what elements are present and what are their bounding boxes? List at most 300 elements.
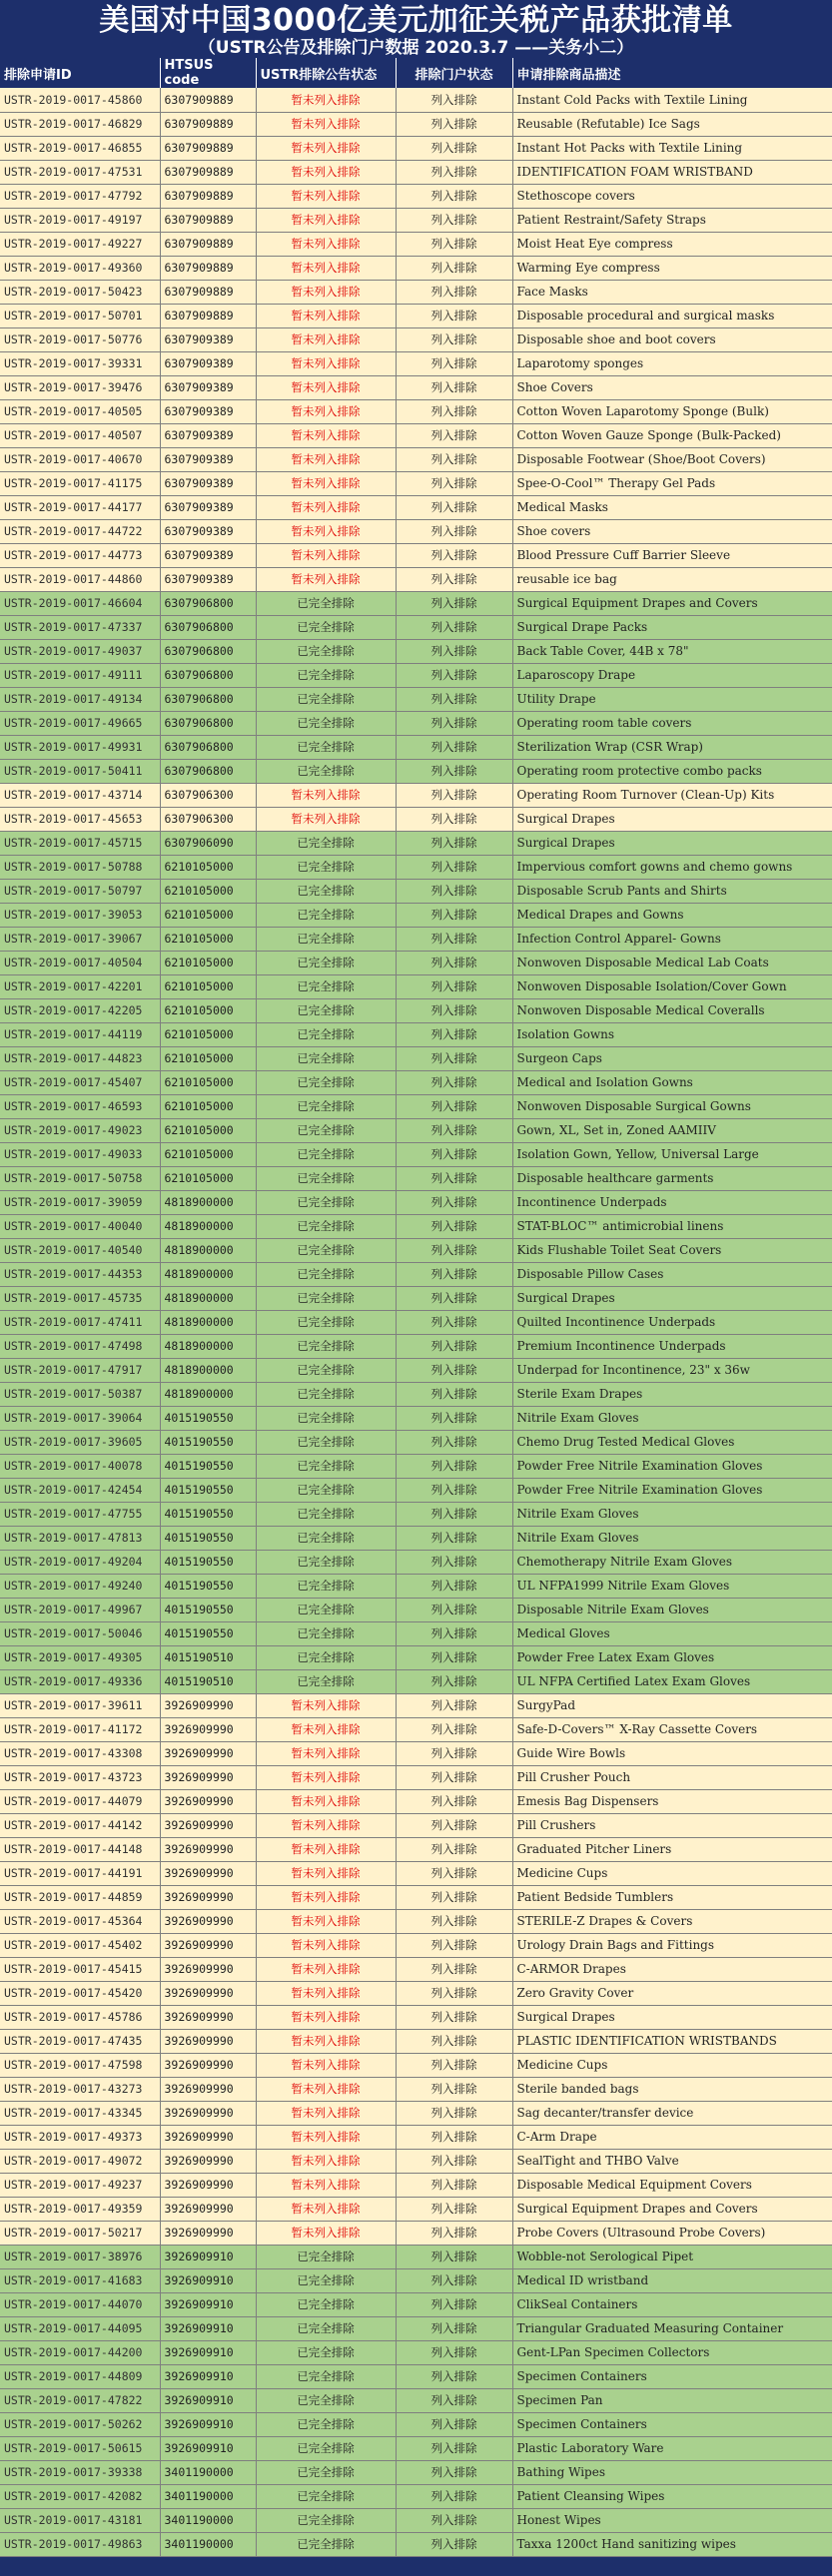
cell-exclusion-id: USTR-2019-0017-39611 <box>0 1693 160 1717</box>
cell-description: Surgical Drape Packs <box>512 615 832 639</box>
cell-ustr-status: 已完全排除 <box>256 1286 396 1310</box>
cell-exclusion-id: USTR-2019-0017-50758 <box>0 1166 160 1190</box>
cell-exclusion-id: USTR-2019-0017-46829 <box>0 112 160 136</box>
cell-exclusion-id: USTR-2019-0017-44119 <box>0 1022 160 1046</box>
cell-htsus-code: 6210105000 <box>160 1142 256 1166</box>
cell-description: Gown, XL, Set in, Zoned AAMIIV <box>512 1118 832 1142</box>
table-row <box>0 1502 832 1526</box>
cell-htsus-code: 6307906800 <box>160 591 256 615</box>
cell-description: Isolation Gowns <box>512 1022 832 1046</box>
cell-ustr-status: 暂未列入排除 <box>256 807 396 831</box>
cell-exclusion-id: USTR-2019-0017-50797 <box>0 879 160 903</box>
cell-exclusion-id: USTR-2019-0017-39053 <box>0 903 160 927</box>
cell-htsus-code: 3926909990 <box>160 1837 256 1861</box>
cell-description: Impervious comfort gowns and chemo gowns <box>512 855 832 879</box>
cell-ustr-status: 已完全排除 <box>256 998 396 1022</box>
cell-description: Safe-D-Covers™ X-Ray Cassette Covers <box>512 1717 832 1741</box>
cell-exclusion-id: USTR-2019-0017-49197 <box>0 208 160 232</box>
cell-description: Incontinence Underpads <box>512 1190 832 1214</box>
cell-htsus-code: 4015190550 <box>160 1598 256 1621</box>
table-row <box>0 2388 832 2412</box>
cell-description: reusable ice bag <box>512 567 832 591</box>
cell-exclusion-id: USTR-2019-0017-39476 <box>0 375 160 399</box>
cell-exclusion-id: USTR-2019-0017-47498 <box>0 1334 160 1358</box>
table-row <box>0 1334 832 1358</box>
cell-portal-status: 列入排除 <box>396 1981 512 2005</box>
cell-portal-status: 列入排除 <box>396 1574 512 1598</box>
cell-ustr-status: 暂未列入排除 <box>256 2197 396 2221</box>
cell-exclusion-id: USTR-2019-0017-49931 <box>0 735 160 759</box>
cell-htsus-code: 6307909389 <box>160 399 256 423</box>
cell-exclusion-id: USTR-2019-0017-49336 <box>0 1669 160 1693</box>
cell-portal-status: 列入排除 <box>396 2484 512 2508</box>
cell-htsus-code: 6307906800 <box>160 615 256 639</box>
cell-htsus-code: 3926909990 <box>160 2053 256 2077</box>
cell-exclusion-id: USTR-2019-0017-45402 <box>0 1933 160 1957</box>
table-row <box>0 2412 832 2436</box>
table-row <box>0 2364 832 2388</box>
cell-description: Laparotomy sponges <box>512 351 832 375</box>
cell-ustr-status: 暂未列入排除 <box>256 1837 396 1861</box>
cell-htsus-code: 6307906300 <box>160 783 256 807</box>
cell-description: Surgical Equipment Drapes and Covers <box>512 591 832 615</box>
cell-htsus-code: 6210105000 <box>160 927 256 951</box>
cell-ustr-status: 已完全排除 <box>256 2436 396 2460</box>
cell-description: Nitrile Exam Gloves <box>512 1526 832 1550</box>
cell-htsus-code: 6307906800 <box>160 639 256 663</box>
table-row <box>0 160 832 184</box>
cell-portal-status: 列入排除 <box>396 2292 512 2316</box>
table-row <box>0 2173 832 2197</box>
table-row <box>0 447 832 471</box>
cell-htsus-code: 6307909389 <box>160 543 256 567</box>
cell-portal-status: 列入排除 <box>396 2197 512 2221</box>
cell-htsus-code: 6307909889 <box>160 280 256 304</box>
cell-description: Moist Heat Eye compress <box>512 232 832 256</box>
cell-ustr-status: 暂未列入排除 <box>256 519 396 543</box>
cell-exclusion-id: USTR-2019-0017-39331 <box>0 351 160 375</box>
cell-exclusion-id: USTR-2019-0017-50776 <box>0 327 160 351</box>
cell-portal-status: 列入排除 <box>396 1909 512 1933</box>
cell-htsus-code: 6307909389 <box>160 447 256 471</box>
cell-portal-status: 列入排除 <box>396 1885 512 1909</box>
cell-portal-status: 列入排除 <box>396 160 512 184</box>
cell-description: Pill Crusher Pouch <box>512 1765 832 1789</box>
table-row <box>0 1526 832 1550</box>
table-row <box>0 2508 832 2532</box>
cell-exclusion-id: USTR-2019-0017-49237 <box>0 2173 160 2197</box>
cell-htsus-code: 6307909389 <box>160 351 256 375</box>
cell-htsus-code: 3926909990 <box>160 2029 256 2053</box>
cell-ustr-status: 暂未列入排除 <box>256 112 396 136</box>
cell-htsus-code: 4818900000 <box>160 1262 256 1286</box>
cell-portal-status: 列入排除 <box>396 639 512 663</box>
cell-description: Sterile banded bags <box>512 2077 832 2101</box>
cell-exclusion-id: USTR-2019-0017-46855 <box>0 136 160 160</box>
cell-ustr-status: 已完全排除 <box>256 1334 396 1358</box>
cell-description: Chemo Drug Tested Medical Gloves <box>512 1430 832 1454</box>
cell-portal-status: 列入排除 <box>396 1957 512 1981</box>
cell-htsus-code: 6210105000 <box>160 998 256 1022</box>
table-row <box>0 663 832 687</box>
cell-htsus-code: 6307909389 <box>160 423 256 447</box>
cell-portal-status: 列入排除 <box>396 951 512 974</box>
cell-htsus-code: 4818900000 <box>160 1286 256 1310</box>
cell-htsus-code: 6307906800 <box>160 687 256 711</box>
cell-exclusion-id: USTR-2019-0017-44722 <box>0 519 160 543</box>
cell-portal-status: 列入排除 <box>396 136 512 160</box>
table-row <box>0 112 832 136</box>
cell-portal-status: 列入排除 <box>396 2149 512 2173</box>
column-header-id: 排除申请ID <box>0 58 160 88</box>
cell-ustr-status: 暂未列入排除 <box>256 375 396 399</box>
cell-exclusion-id: USTR-2019-0017-40078 <box>0 1454 160 1478</box>
cell-portal-status: 列入排除 <box>396 543 512 567</box>
cell-description: Surgical Drapes <box>512 807 832 831</box>
cell-ustr-status: 已完全排除 <box>256 1022 396 1046</box>
cell-portal-status: 列入排除 <box>396 591 512 615</box>
table-row <box>0 1118 832 1142</box>
cell-exclusion-id: USTR-2019-0017-49227 <box>0 232 160 256</box>
cell-description: Stethoscope covers <box>512 184 832 208</box>
cell-portal-status: 列入排除 <box>396 1454 512 1478</box>
cell-description: Disposable Footwear (Shoe/Boot Covers) <box>512 447 832 471</box>
cell-htsus-code: 6307909889 <box>160 232 256 256</box>
cell-exclusion-id: USTR-2019-0017-49240 <box>0 1574 160 1598</box>
cell-description: Nonwoven Disposable Isolation/Cover Gown <box>512 974 832 998</box>
cell-ustr-status: 暂未列入排除 <box>256 1909 396 1933</box>
table-row <box>0 280 832 304</box>
table-row <box>0 208 832 232</box>
table-row <box>0 1550 832 1574</box>
cell-exclusion-id: USTR-2019-0017-44823 <box>0 1046 160 1070</box>
cell-exclusion-id: USTR-2019-0017-38976 <box>0 2245 160 2268</box>
cell-exclusion-id: USTR-2019-0017-44859 <box>0 1885 160 1909</box>
cell-description: Operating room protective combo packs <box>512 759 832 783</box>
cell-description: Triangular Graduated Measuring Container <box>512 2316 832 2340</box>
table-row <box>0 399 832 423</box>
cell-portal-status: 列入排除 <box>396 2316 512 2340</box>
cell-ustr-status: 已完全排除 <box>256 831 396 855</box>
cell-ustr-status: 已完全排除 <box>256 1669 396 1693</box>
cell-exclusion-id: USTR-2019-0017-45364 <box>0 1909 160 1933</box>
cell-ustr-status: 暂未列入排除 <box>256 471 396 495</box>
cell-portal-status: 列入排除 <box>396 423 512 447</box>
cell-description: Bathing Wipes <box>512 2460 832 2484</box>
cell-ustr-status: 暂未列入排除 <box>256 160 396 184</box>
table-row <box>0 1478 832 1502</box>
cell-htsus-code: 3926909990 <box>160 2173 256 2197</box>
table-row <box>0 1957 832 1981</box>
cell-description: SurgyPad <box>512 1693 832 1717</box>
cell-description: Specimen Pan <box>512 2388 832 2412</box>
table-row <box>0 543 832 567</box>
cell-description: Medicine Cups <box>512 2053 832 2077</box>
cell-exclusion-id: USTR-2019-0017-44809 <box>0 2364 160 2388</box>
table-row <box>0 783 832 807</box>
cell-htsus-code: 6307906800 <box>160 759 256 783</box>
cell-htsus-code: 3926909990 <box>160 2005 256 2029</box>
cell-description: Honest Wipes <box>512 2508 832 2532</box>
cell-portal-status: 列入排除 <box>396 1789 512 1813</box>
cell-portal-status: 列入排除 <box>396 2173 512 2197</box>
table-row <box>0 1430 832 1454</box>
cell-ustr-status: 已完全排除 <box>256 2484 396 2508</box>
table-row <box>0 1382 832 1406</box>
table-row <box>0 2484 832 2508</box>
cell-exclusion-id: USTR-2019-0017-45415 <box>0 1957 160 1981</box>
cell-portal-status: 列入排除 <box>396 687 512 711</box>
cell-exclusion-id: USTR-2019-0017-42454 <box>0 1478 160 1502</box>
cell-htsus-code: 3926909990 <box>160 2221 256 2245</box>
cell-exclusion-id: USTR-2019-0017-44177 <box>0 495 160 519</box>
cell-ustr-status: 暂未列入排除 <box>256 1813 396 1837</box>
table-row <box>0 351 832 375</box>
cell-description: Medical Drapes and Gowns <box>512 903 832 927</box>
cell-exclusion-id: USTR-2019-0017-40540 <box>0 1238 160 1262</box>
table-row <box>0 2005 832 2029</box>
cell-ustr-status: 已完全排除 <box>256 2364 396 2388</box>
cell-htsus-code: 6307906090 <box>160 831 256 855</box>
table-row <box>0 327 832 351</box>
cell-ustr-status: 暂未列入排除 <box>256 1957 396 1981</box>
cell-portal-status: 列入排除 <box>396 1310 512 1334</box>
cell-exclusion-id: USTR-2019-0017-46604 <box>0 591 160 615</box>
cell-htsus-code: 3401190000 <box>160 2532 256 2556</box>
cell-ustr-status: 已完全排除 <box>256 974 396 998</box>
cell-exclusion-id: USTR-2019-0017-50046 <box>0 1621 160 1645</box>
cell-htsus-code: 6210105000 <box>160 951 256 974</box>
cell-ustr-status: 已完全排除 <box>256 2412 396 2436</box>
cell-portal-status: 列入排除 <box>396 208 512 232</box>
cell-portal-status: 列入排除 <box>396 1022 512 1046</box>
cell-exclusion-id: USTR-2019-0017-42082 <box>0 2484 160 2508</box>
table-row <box>0 2053 832 2077</box>
cell-description: Quilted Incontinence Underpads <box>512 1310 832 1334</box>
table-row <box>0 855 832 879</box>
cell-portal-status: 列入排除 <box>396 1358 512 1382</box>
cell-htsus-code: 3926909990 <box>160 2197 256 2221</box>
cell-exclusion-id: USTR-2019-0017-50262 <box>0 2412 160 2436</box>
table-row <box>0 1406 832 1430</box>
cell-htsus-code: 3926909910 <box>160 2412 256 2436</box>
cell-exclusion-id: USTR-2019-0017-49863 <box>0 2532 160 2556</box>
table-row <box>0 2460 832 2484</box>
cell-exclusion-id: USTR-2019-0017-45715 <box>0 831 160 855</box>
cell-exclusion-id: USTR-2019-0017-45407 <box>0 1070 160 1094</box>
cell-description: STERILE-Z Drapes & Covers <box>512 1909 832 1933</box>
cell-ustr-status: 暂未列入排除 <box>256 543 396 567</box>
cell-htsus-code: 3926909990 <box>160 2077 256 2101</box>
cell-htsus-code: 6210105000 <box>160 1166 256 1190</box>
cell-portal-status: 列入排除 <box>396 807 512 831</box>
table-row <box>0 567 832 591</box>
cell-htsus-code: 6210105000 <box>160 1022 256 1046</box>
cell-ustr-status: 已完全排除 <box>256 1454 396 1478</box>
cell-description: Shoe Covers <box>512 375 832 399</box>
table-row <box>0 232 832 256</box>
table-row <box>0 639 832 663</box>
cell-exclusion-id: USTR-2019-0017-42201 <box>0 974 160 998</box>
cell-description: C-ARMOR Drapes <box>512 1957 832 1981</box>
cell-portal-status: 列入排除 <box>396 711 512 735</box>
cell-portal-status: 列入排除 <box>396 1933 512 1957</box>
cell-portal-status: 列入排除 <box>396 1118 512 1142</box>
cell-exclusion-id: USTR-2019-0017-49023 <box>0 1118 160 1142</box>
cell-ustr-status: 已完全排除 <box>256 2316 396 2340</box>
cell-portal-status: 列入排除 <box>396 1214 512 1238</box>
cell-htsus-code: 4818900000 <box>160 1382 256 1406</box>
cell-exclusion-id: USTR-2019-0017-50217 <box>0 2221 160 2245</box>
table-row <box>0 2221 832 2245</box>
cell-description: Probe Covers (Ultrasound Probe Covers) <box>512 2221 832 2245</box>
cell-ustr-status: 已完全排除 <box>256 1550 396 1574</box>
cell-ustr-status: 暂未列入排除 <box>256 1885 396 1909</box>
cell-description: PLASTIC IDENTIFICATION WRISTBANDS <box>512 2029 832 2053</box>
table-row <box>0 1262 832 1286</box>
cell-exclusion-id: USTR-2019-0017-44070 <box>0 2292 160 2316</box>
cell-exclusion-id: USTR-2019-0017-49359 <box>0 2197 160 2221</box>
cell-description: IDENTIFICATION FOAM WRISTBAND <box>512 160 832 184</box>
cell-ustr-status: 暂未列入排除 <box>256 2101 396 2125</box>
cell-exclusion-id: USTR-2019-0017-49204 <box>0 1550 160 1574</box>
cell-portal-status: 列入排除 <box>396 615 512 639</box>
cell-htsus-code: 3926909910 <box>160 2364 256 2388</box>
cell-htsus-code: 6307906800 <box>160 735 256 759</box>
cell-portal-status: 列入排除 <box>396 998 512 1022</box>
cell-portal-status: 列入排除 <box>396 1478 512 1502</box>
cell-portal-status: 列入排除 <box>396 974 512 998</box>
cell-portal-status: 列入排除 <box>396 1046 512 1070</box>
cell-exclusion-id: USTR-2019-0017-41172 <box>0 1717 160 1741</box>
cell-htsus-code: 6210105000 <box>160 855 256 879</box>
table-row <box>0 2268 832 2292</box>
table-row <box>0 951 832 974</box>
table-row <box>0 1717 832 1741</box>
cell-htsus-code: 4015190550 <box>160 1430 256 1454</box>
cell-description: Chemotherapy Nitrile Exam Gloves <box>512 1550 832 1574</box>
cell-portal-status: 列入排除 <box>396 2436 512 2460</box>
cell-portal-status: 列入排除 <box>396 1861 512 1885</box>
cell-ustr-status: 已完全排除 <box>256 2388 396 2412</box>
cell-description: Face Masks <box>512 280 832 304</box>
cell-portal-status: 列入排除 <box>396 831 512 855</box>
cell-description: Operating Room Turnover (Clean-Up) Kits <box>512 783 832 807</box>
table-row <box>0 88 832 112</box>
table-row <box>0 1693 832 1717</box>
cell-exclusion-id: USTR-2019-0017-44200 <box>0 2340 160 2364</box>
cell-htsus-code: 6307909389 <box>160 327 256 351</box>
table-row <box>0 1645 832 1669</box>
cell-description: Graduated Pitcher Liners <box>512 1837 832 1861</box>
cell-ustr-status: 暂未列入排除 <box>256 2005 396 2029</box>
cell-exclusion-id: USTR-2019-0017-41683 <box>0 2268 160 2292</box>
cell-portal-status: 列入排除 <box>396 2388 512 2412</box>
cell-exclusion-id: USTR-2019-0017-47792 <box>0 184 160 208</box>
cell-ustr-status: 已完全排除 <box>256 2245 396 2268</box>
cell-htsus-code: 4818900000 <box>160 1214 256 1238</box>
cell-ustr-status: 暂未列入排除 <box>256 304 396 327</box>
cell-portal-status: 列入排除 <box>396 855 512 879</box>
table-row <box>0 2197 832 2221</box>
cell-exclusion-id: USTR-2019-0017-49072 <box>0 2149 160 2173</box>
cell-portal-status: 列入排除 <box>396 1598 512 1621</box>
cell-htsus-code: 4015190550 <box>160 1550 256 1574</box>
cell-ustr-status: 已完全排除 <box>256 1238 396 1262</box>
cell-description: Instant Hot Packs with Textile Lining <box>512 136 832 160</box>
table-row <box>0 1358 832 1382</box>
cell-htsus-code: 6307909889 <box>160 184 256 208</box>
cell-portal-status: 列入排除 <box>396 495 512 519</box>
cell-exclusion-id: USTR-2019-0017-47337 <box>0 615 160 639</box>
cell-portal-status: 列入排除 <box>396 1837 512 1861</box>
cell-exclusion-id: USTR-2019-0017-50387 <box>0 1382 160 1406</box>
cell-htsus-code: 4818900000 <box>160 1238 256 1262</box>
cell-htsus-code: 6307906800 <box>160 663 256 687</box>
cell-ustr-status: 已完全排除 <box>256 735 396 759</box>
cell-portal-status: 列入排除 <box>396 1550 512 1574</box>
cell-ustr-status: 暂未列入排除 <box>256 136 396 160</box>
cell-portal-status: 列入排除 <box>396 2101 512 2125</box>
cell-portal-status: 列入排除 <box>396 2340 512 2364</box>
cell-exclusion-id: USTR-2019-0017-39605 <box>0 1430 160 1454</box>
cell-exclusion-id: USTR-2019-0017-42205 <box>0 998 160 1022</box>
cell-exclusion-id: USTR-2019-0017-40504 <box>0 951 160 974</box>
cell-portal-status: 列入排除 <box>396 1070 512 1094</box>
cell-exclusion-id: USTR-2019-0017-39059 <box>0 1190 160 1214</box>
cell-description: Isolation Gown, Yellow, Universal Large <box>512 1142 832 1166</box>
cell-portal-status: 列入排除 <box>396 351 512 375</box>
cell-description: Patient Cleansing Wipes <box>512 2484 832 2508</box>
cell-portal-status: 列入排除 <box>396 1765 512 1789</box>
cell-description: Guide Wire Bowls <box>512 1741 832 1765</box>
table-row <box>0 903 832 927</box>
cell-ustr-status: 已完全排除 <box>256 879 396 903</box>
cell-portal-status: 列入排除 <box>396 519 512 543</box>
cell-description: Premium Incontinence Underpads <box>512 1334 832 1358</box>
cell-exclusion-id: USTR-2019-0017-47917 <box>0 1358 160 1382</box>
cell-portal-status: 列入排除 <box>396 447 512 471</box>
cell-htsus-code: 3926909990 <box>160 1741 256 1765</box>
cell-exclusion-id: USTR-2019-0017-44860 <box>0 567 160 591</box>
table-row <box>0 1310 832 1334</box>
cell-ustr-status: 暂未列入排除 <box>256 1933 396 1957</box>
cell-exclusion-id: USTR-2019-0017-47411 <box>0 1310 160 1334</box>
cell-portal-status: 列入排除 <box>396 1526 512 1550</box>
cell-description: Shoe covers <box>512 519 832 543</box>
cell-description: Instant Cold Packs with Textile Lining <box>512 88 832 112</box>
cell-description: Nonwoven Disposable Medical Coveralls <box>512 998 832 1022</box>
cell-htsus-code: 3401190000 <box>160 2460 256 2484</box>
cell-htsus-code: 3926909990 <box>160 1933 256 1957</box>
table-row <box>0 375 832 399</box>
cell-description: Disposable procedural and surgical masks <box>512 304 832 327</box>
cell-htsus-code: 4818900000 <box>160 1310 256 1334</box>
cell-htsus-code: 3926909990 <box>160 1981 256 2005</box>
cell-portal-status: 列入排除 <box>396 2077 512 2101</box>
cell-ustr-status: 已完全排除 <box>256 1358 396 1382</box>
cell-ustr-status: 已完全排除 <box>256 2340 396 2364</box>
table-row <box>0 2532 832 2556</box>
cell-htsus-code: 3926909990 <box>160 1957 256 1981</box>
cell-ustr-status: 已完全排除 <box>256 1382 396 1406</box>
cell-ustr-status: 已完全排除 <box>256 1526 396 1550</box>
cell-htsus-code: 3926909910 <box>160 2245 256 2268</box>
cell-exclusion-id: USTR-2019-0017-49373 <box>0 2125 160 2149</box>
table-row <box>0 2340 832 2364</box>
table-row <box>0 1789 832 1813</box>
cell-exclusion-id: USTR-2019-0017-40507 <box>0 423 160 447</box>
